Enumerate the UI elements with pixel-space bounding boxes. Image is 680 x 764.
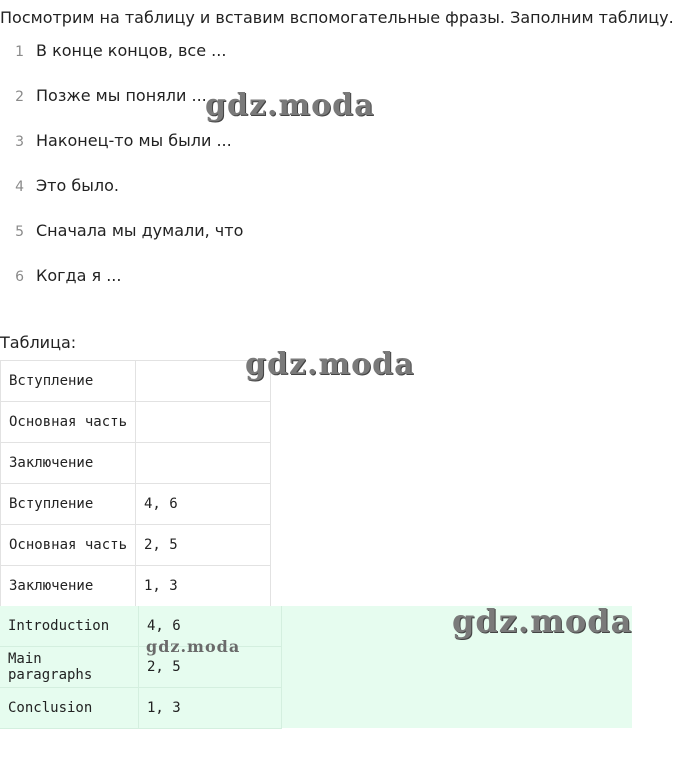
table-cell-part: Вступление (1, 361, 136, 402)
watermark: gdz.moda (146, 637, 241, 656)
item-number: 2 (15, 89, 24, 105)
item-number: 1 (15, 44, 24, 60)
table-row (1, 443, 271, 484)
english-table (0, 606, 282, 729)
table-cell-part: Introduction (0, 606, 139, 647)
table-cell-value (136, 402, 271, 443)
table-cell-value: 1, 3 (139, 688, 282, 729)
list-item (0, 41, 243, 86)
table-label: Таблица: (0, 333, 77, 352)
item-text: Сначала мы думали, что (36, 221, 244, 240)
table-cell-part: Заключение (1, 566, 136, 607)
item-text: Позже мы поняли ... (36, 86, 207, 105)
intro-text: Посмотрим на таблицу и вставим вспомогательные фразы. Заполним таблицу. (0, 8, 674, 27)
table-cell-value: 2, 5 (139, 647, 282, 688)
table-cell-part: Conclusion (0, 688, 139, 729)
table-cell-part: Основная часть (1, 402, 136, 443)
table-row (1, 402, 271, 443)
table-row (1, 484, 271, 525)
item-number: 6 (15, 269, 24, 285)
table-row (1, 566, 271, 607)
table-cell-value: 4, 6 (136, 484, 271, 525)
item-number: 3 (15, 134, 24, 150)
table-cell-part: Вступление (1, 484, 136, 525)
watermark: gdz.moda (205, 88, 375, 123)
table-cell-part: Main paragraphs (0, 647, 139, 688)
item-number: 4 (15, 179, 24, 195)
table-cell-part: Заключение (1, 443, 136, 484)
table-cell-value: 1, 3 (136, 566, 271, 607)
watermark: gdz.moda (452, 602, 633, 640)
table-row (1, 525, 271, 566)
list-item (0, 176, 243, 221)
table-cell-value: 4, 6 (139, 606, 282, 647)
item-text: Наконец-то мы были ... (36, 131, 232, 150)
item-text: Это было. (36, 176, 119, 195)
list-item (0, 221, 243, 266)
item-text: Когда я ... (36, 266, 122, 285)
table-cell-value (136, 443, 271, 484)
table-cell-part: Основная часть (1, 525, 136, 566)
table-row (0, 688, 282, 729)
table-row (1, 361, 271, 402)
list-item (0, 266, 243, 311)
phrase-list (0, 41, 243, 311)
item-number: 5 (15, 224, 24, 240)
table-cell-value: 2, 5 (136, 525, 271, 566)
structure-table (0, 360, 271, 607)
list-item (0, 131, 243, 176)
watermark: gdz.moda (245, 347, 415, 382)
item-text: В конце концов, все ... (36, 41, 227, 60)
